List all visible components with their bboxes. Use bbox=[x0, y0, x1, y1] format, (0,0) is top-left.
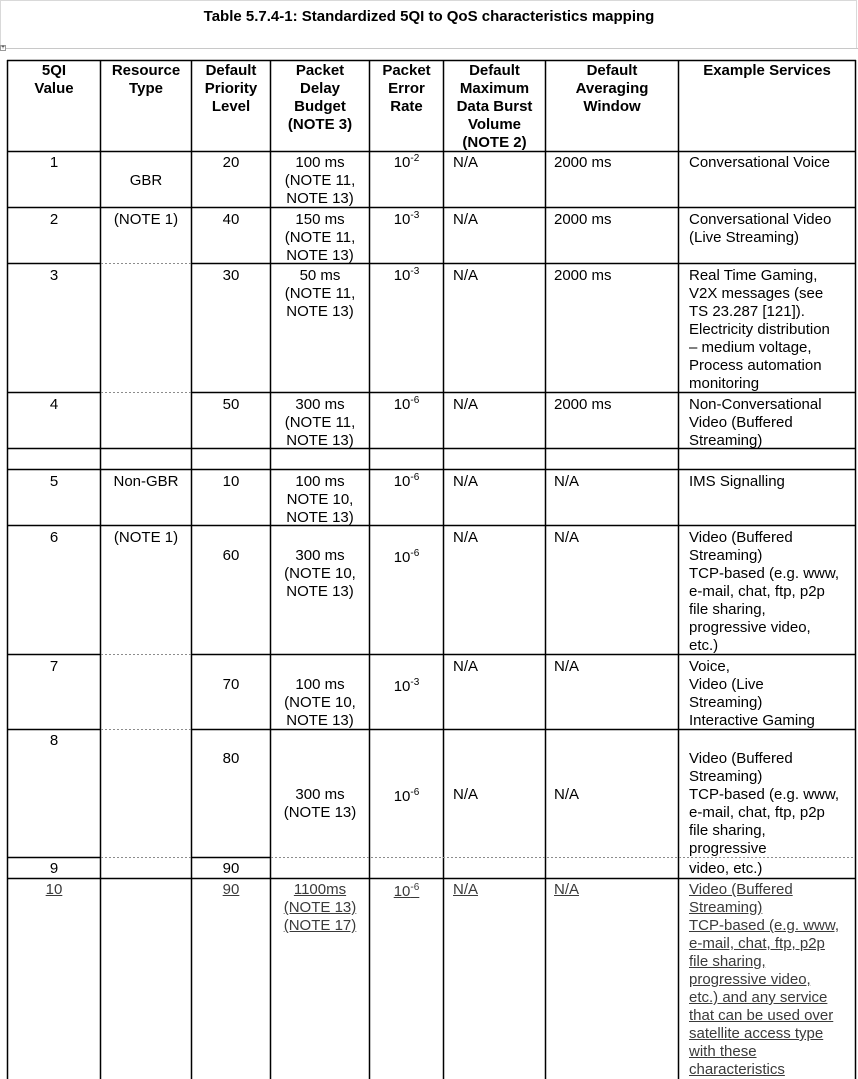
row-5-per: $10^{-6}$ bbox=[393, 472, 420, 490]
row-7-5qi: 7 bbox=[49, 658, 59, 675]
row-6-services: Video (Buffered Streaming) TCP-based (e.g. www, e-mail, chat, ftp, p2p file sharing, progressive video, etc.) bbox=[689, 529, 840, 654]
row-3-priority: 30 bbox=[222, 267, 240, 284]
row-6-priority: 60 bbox=[222, 547, 240, 564]
header-default-priority-level: Default Priority Level bbox=[204, 62, 258, 115]
row-10-pdb: 1100ms (NOTE 13) (NOTE 17) bbox=[283, 881, 357, 934]
row-3-5qi: 3 bbox=[49, 267, 59, 284]
row-6-5qi: 6 bbox=[49, 529, 59, 546]
row-7-services: Voice, Video (Live Streaming) Interactive Gaming bbox=[689, 658, 815, 729]
row-10-5qi: 10 bbox=[45, 881, 63, 898]
row-4-mdbv: N/A bbox=[453, 396, 479, 413]
row-2-pdb: 150 ms (NOTE 11, NOTE 13) bbox=[284, 211, 356, 264]
row-1-per: $10^{-2}$ bbox=[393, 153, 420, 171]
row-2-services: Conversational Video (Live Streaming) bbox=[689, 211, 832, 246]
row-1-priority: 20 bbox=[222, 154, 240, 171]
row-5-pdb: 100 ms NOTE 10, NOTE 13) bbox=[286, 473, 354, 526]
row-2-per: $10^{-3}$ bbox=[393, 210, 420, 228]
row-8-services: Video (Buffered Streaming) TCP-based (e.g. www, e-mail, chat, ftp, p2p file sharing, progressive bbox=[689, 750, 840, 857]
row-7-priority: 70 bbox=[222, 676, 240, 693]
row-5-services: IMS Signalling bbox=[689, 473, 785, 490]
row-10-priority: 90 bbox=[222, 881, 240, 898]
row-2-priority: 40 bbox=[222, 211, 240, 228]
row-4-5qi: 4 bbox=[49, 396, 59, 413]
row-4-avg: 2000 ms bbox=[554, 396, 612, 413]
row-10-mdbv: N/A bbox=[453, 881, 479, 898]
row-6-per: $10^{-6}$ bbox=[393, 548, 420, 566]
row-8-pdb: 300 ms (NOTE 13) bbox=[283, 786, 357, 821]
resource-type-nongbr: Non-GBR bbox=[113, 473, 179, 490]
header-max-data-burst-volume: Default Maximum Data Burst Volume (NOTE 2) bbox=[456, 62, 533, 151]
row-1-avg: 2000 ms bbox=[554, 154, 612, 171]
row-8-priority: 80 bbox=[222, 750, 240, 767]
header-averaging-window: Default Averaging Window bbox=[575, 62, 649, 115]
header-5qi-value: 5QI Value bbox=[34, 62, 74, 97]
header-resource-type: Resource Type bbox=[111, 62, 181, 97]
row-3-mdbv: N/A bbox=[453, 267, 479, 284]
header-example-services: Example Services bbox=[703, 62, 831, 79]
row-8-mdbv: N/A bbox=[453, 786, 479, 803]
row-6-pdb: 300 ms (NOTE 10, NOTE 13) bbox=[284, 547, 356, 600]
row-2-avg: 2000 ms bbox=[554, 211, 612, 228]
row-2-mdbv: N/A bbox=[453, 211, 479, 228]
header-packet-delay-budget: Packet Delay Budget (NOTE 3) bbox=[287, 62, 353, 133]
row-7-mdbv: N/A bbox=[453, 658, 479, 675]
table-move-handle[interactable]: + bbox=[1, 45, 5, 51]
row-3-avg: 2000 ms bbox=[554, 267, 612, 284]
row-6-avg: N/A bbox=[554, 529, 580, 546]
header-packet-error-rate: Packet Error Rate bbox=[382, 62, 431, 115]
row-3-pdb: 50 ms (NOTE 11, NOTE 13) bbox=[284, 267, 356, 320]
row-1-pdb: 100 ms (NOTE 11, NOTE 13) bbox=[284, 154, 356, 207]
row-4-priority: 50 bbox=[222, 396, 240, 413]
row-4-services: Non-Conversational Video (Buffered Streaming) bbox=[689, 396, 822, 449]
row-7-pdb: 100 ms (NOTE 10, NOTE 13) bbox=[284, 676, 356, 729]
section-rule bbox=[0, 48, 858, 49]
resource-type-gbr-note: (NOTE 1) bbox=[113, 211, 179, 228]
row-9-services: video, etc.) bbox=[689, 860, 763, 877]
row-9-5qi: 9 bbox=[49, 860, 59, 877]
row-8-per: $10^{-6}$ bbox=[393, 787, 420, 805]
row-9-priority: 90 bbox=[222, 860, 240, 877]
row-5-5qi: 5 bbox=[49, 473, 59, 490]
row-6-mdbv: N/A bbox=[453, 529, 479, 546]
row-1-5qi: 1 bbox=[49, 154, 59, 171]
row-1-services: Conversational Voice bbox=[689, 154, 830, 171]
row-8-5qi: 8 bbox=[49, 732, 59, 749]
row-10-per: $10^{-6}$ bbox=[393, 882, 420, 900]
resource-type-gbr: GBR bbox=[129, 172, 163, 189]
row-7-per: $10^{-3}$ bbox=[393, 677, 420, 695]
row-4-pdb: 300 ms (NOTE 11, NOTE 13) bbox=[284, 396, 356, 449]
row-2-5qi: 2 bbox=[49, 211, 59, 228]
row-10-services: Video (Buffered Streaming) TCP-based (e.g. www, e-mail, chat, ftp, p2p file sharing, progressive video, etc.) and any service that can be used over satellite access type with these characteristics bbox=[689, 881, 840, 1078]
table-title: Table 5.7.4-1: Standardized 5QI to QoS characteristics mapping bbox=[203, 8, 655, 25]
row-8-avg: N/A bbox=[554, 786, 580, 803]
resource-type-nongbr-note: (NOTE 1) bbox=[113, 529, 179, 546]
row-5-mdbv: N/A bbox=[453, 473, 479, 490]
row-10-avg: N/A bbox=[554, 881, 580, 898]
row-5-avg: N/A bbox=[554, 473, 580, 490]
row-3-per: $10^{-3}$ bbox=[393, 266, 420, 284]
row-4-per: $10^{-6}$ bbox=[393, 395, 420, 413]
row-7-avg: N/A bbox=[554, 658, 580, 675]
row-1-mdbv: N/A bbox=[453, 154, 479, 171]
row-5-priority: 10 bbox=[222, 473, 240, 490]
row-3-services: Real Time Gaming, V2X messages (see TS 23.287 [121]). Electricity distribution – medium voltage, Process automation monitoring bbox=[689, 267, 830, 392]
